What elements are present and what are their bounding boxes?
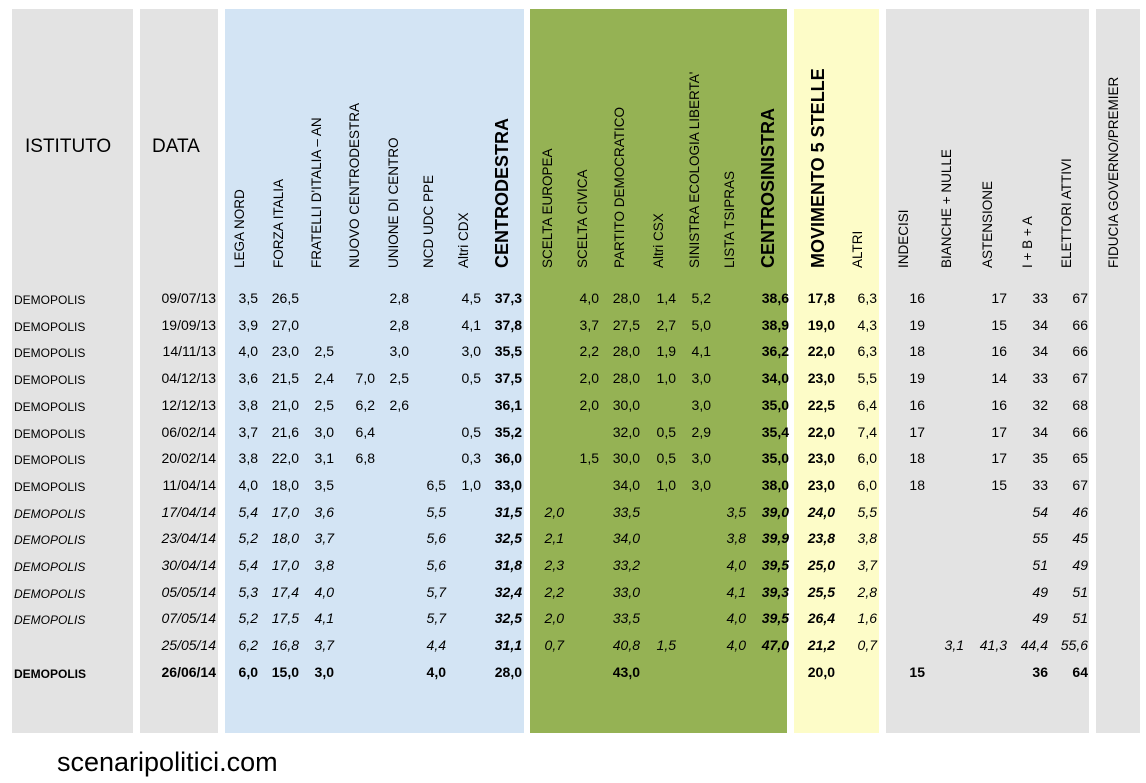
cell-pd: 43,0 [612,663,640,680]
column-header-cdx: CENTRODESTRA [492,117,512,268]
column-header-pd: PARTITO DEMOCRATICO [612,106,627,268]
cell-elettori: 66 [1072,343,1088,360]
cell-altri: 6,4 [857,396,877,413]
column-header-bianche: BIANCHE + NULLE [939,149,954,268]
column-header-altri: ALTRI [850,230,865,268]
cell-fi: 15,0 [271,663,299,680]
cell-sel: 3,0 [691,450,711,467]
cell-pd: 40,8 [612,637,640,654]
cell-lega: 3,6 [238,370,258,387]
cell-ncdudc: 4,0 [426,663,446,680]
cell-se: 2,0 [544,610,564,627]
cell-lega: 3,9 [238,316,258,333]
row-date: 06/02/14 [161,423,216,440]
cell-m5s: 25,5 [807,583,835,600]
cell-astensione: 41,3 [979,637,1007,654]
cell-fi: 16,8 [271,637,299,654]
column-header-iba: I + B + A [1020,216,1035,268]
cell-m5s: 23,8 [807,530,835,547]
cell-iba: 54 [1032,503,1048,520]
cell-ncdudc: 5,5 [426,503,446,520]
cell-sc: 2,2 [579,343,599,360]
cell-astensione: 15 [991,316,1007,333]
column-header-fdi: FRATELLI D'ITALIA – AN [309,117,324,268]
row-istituto: DEMOPOLIS [14,613,86,628]
cell-altri: 5,5 [857,370,877,387]
cell-m5s: 22,0 [807,423,835,440]
cell-tsipras: 4,0 [726,557,746,573]
row-istituto: DEMOPOLIS [14,453,86,468]
cell-ncdudc: 5,6 [426,557,446,573]
cell-sel: 3,0 [691,476,711,493]
cell-iba: 44,4 [1020,637,1048,654]
cell-indecisi: 15 [909,663,925,680]
cell-csx: 34,0 [761,370,789,387]
cell-altricsx: 1,0 [656,476,676,493]
cell-csx: 35,0 [761,450,789,467]
cell-altri: 1,6 [857,610,877,627]
cell-m5s: 23,0 [807,370,835,387]
cell-iba: 32 [1032,396,1048,413]
column-header-astensione: ASTENSIONE [980,180,995,268]
cell-m5s: 25,0 [807,557,835,573]
cell-sel: 5,0 [691,316,711,333]
cell-astensione: 17 [991,423,1007,440]
cell-altricdx: 0,5 [461,423,481,440]
cell-elettori: 51 [1072,583,1088,600]
cell-sel: 3,0 [691,370,711,387]
cell-altricsx: 1,4 [656,290,676,306]
cell-cdx: 32,4 [494,583,522,600]
cell-iba: 49 [1032,583,1048,600]
row-date: 12/12/13 [161,396,216,413]
row-date: 07/05/14 [161,610,216,627]
column-header-indecisi: INDECISI [896,209,911,268]
cell-bianche: 3,1 [944,637,964,654]
row-istituto: DEMOPOLIS [14,346,86,361]
cell-ncd: 6,2 [355,396,375,413]
cell-cdx: 36,1 [494,396,522,413]
cell-csx: 36,2 [761,343,789,360]
cell-cdx: 33,0 [494,476,522,493]
row-istituto: DEMOPOLIS [14,399,86,414]
row-date: 04/12/13 [161,370,216,387]
cell-fi: 21,6 [271,423,299,440]
row-istituto: DEMOPOLIS [14,373,86,388]
cell-fdi: 2,5 [314,343,334,360]
cell-altri: 6,0 [857,450,877,467]
cell-tsipras: 4,0 [726,610,746,627]
cell-ncd: 7,0 [355,370,375,387]
cell-fi: 17,0 [271,503,299,520]
cell-pd: 30,0 [612,450,640,467]
cell-fi: 23,0 [271,343,299,360]
cell-m5s: 23,0 [807,476,835,493]
cell-csx: 35,0 [761,396,789,413]
cell-astensione: 16 [991,343,1007,360]
row-istituto: DEMOPOLIS [14,293,86,307]
cell-csx: 38,6 [761,290,789,306]
cell-sc: 3,7 [579,316,599,333]
cell-sc: 2,0 [579,370,599,387]
cell-fi: 17,4 [271,583,299,600]
row-date: 30/04/14 [161,557,216,573]
cell-iba: 33 [1032,476,1048,493]
row-date: 20/02/14 [161,450,216,467]
cell-fdi: 3,0 [314,663,334,680]
cell-altricsx: 2,7 [656,316,676,333]
cell-fdi: 3,7 [314,530,334,547]
cell-elettori: 67 [1072,290,1088,306]
cell-fdi: 2,4 [314,370,334,387]
cell-fi: 18,0 [271,476,299,493]
column-header-altricsx: Altri CSX [651,213,666,268]
cell-csx: 39,5 [761,557,789,573]
cell-fi: 21,0 [271,396,299,413]
cell-lega: 3,5 [238,290,258,306]
row-date: 26/06/14 [161,663,216,680]
cell-csx: 38,9 [761,316,789,333]
cell-altri: 6,3 [857,343,877,360]
cell-pd: 33,5 [612,610,640,627]
cell-sc: 1,5 [579,450,599,467]
cell-lega: 5,2 [238,610,258,627]
column-header-elettori: ELETTORI ATTIVI [1059,158,1074,268]
row-date: 19/09/13 [161,316,216,333]
cell-fi: 17,5 [271,610,299,627]
cell-pd: 34,0 [612,476,640,493]
cell-indecisi: 18 [909,343,925,360]
cell-se: 0,7 [544,637,564,654]
cell-cdx: 36,0 [494,450,522,467]
cell-elettori: 45 [1072,530,1088,547]
cell-tsipras: 4,0 [726,637,746,654]
cell-tsipras: 3,5 [726,503,746,520]
cell-ncd: 6,4 [355,423,375,440]
cell-astensione: 17 [991,450,1007,467]
row-istituto: DEMOPOLIS [14,560,86,574]
cell-udc: 3,0 [389,343,409,360]
column-header-lega: LEGA NORD [232,189,247,268]
cell-altri: 0,7 [857,637,877,654]
row-date: 17/04/14 [161,503,216,520]
cell-elettori: 51 [1072,610,1088,627]
cell-astensione: 14 [991,370,1007,387]
cell-fdi: 3,1 [314,450,334,467]
cell-m5s: 22,5 [807,396,835,413]
cell-altri: 2,8 [857,583,877,600]
cell-ncdudc: 5,7 [426,583,446,600]
cell-fi: 21,5 [271,370,299,387]
column-header-ncdudc: NCD UDC PPE [421,174,436,268]
cell-udc: 2,8 [389,290,409,306]
cell-astensione: 17 [991,290,1007,306]
cell-csx: 39,9 [761,530,789,547]
cell-m5s: 23,0 [807,450,835,467]
cell-indecisi: 18 [909,450,925,467]
cell-fi: 27,0 [271,316,299,333]
cell-lega: 5,3 [238,583,258,600]
cell-iba: 55 [1032,530,1048,547]
cell-altri: 5,5 [857,503,877,520]
cell-indecisi: 17 [909,423,925,440]
row-date: 23/04/14 [161,530,216,547]
cell-lega: 3,8 [238,450,258,467]
cell-fdi: 3,8 [314,557,334,573]
row-date: 14/11/13 [162,343,216,360]
cell-iba: 33 [1032,290,1048,306]
cell-sel: 4,1 [691,343,711,360]
cell-cdx: 31,8 [494,557,522,573]
cell-indecisi: 16 [909,290,925,306]
cell-altri: 4,3 [857,316,877,333]
cell-pd: 28,0 [612,290,640,306]
cell-iba: 33 [1032,370,1048,387]
column-header-udc: UNIONE DI CENTRO [386,137,401,268]
row-date: 09/07/13 [161,290,216,306]
row-date: 05/05/14 [161,583,216,600]
cell-m5s: 17,8 [807,290,835,306]
cell-lega: 4,0 [238,476,258,493]
cell-altricsx: 0,5 [656,450,676,467]
cell-ncdudc: 5,7 [426,610,446,627]
cell-fi: 22,0 [271,450,299,467]
row-istituto: DEMOPOLIS [14,319,86,334]
cell-pd: 33,0 [612,583,640,600]
cell-iba: 49 [1032,610,1048,627]
cell-ncdudc: 4,4 [426,637,446,654]
cell-elettori: 66 [1072,316,1088,333]
cell-udc: 2,5 [389,370,409,387]
cell-se: 2,1 [544,530,564,547]
row-istituto: DEMOPOLIS [14,586,86,601]
column-header-sc: SCELTA CIVICA [575,169,590,268]
cell-pd: 33,5 [612,503,640,520]
cell-pd: 33,2 [612,557,640,573]
cell-cdx: 35,5 [494,343,522,360]
cell-pd: 34,0 [612,530,640,547]
row-istituto: DEMOPOLIS [14,666,87,681]
row-istituto: DEMOPOLIS [14,479,86,494]
cell-lega: 3,8 [238,396,258,413]
cell-pd: 28,0 [612,343,640,360]
cell-ncdudc: 6,5 [426,476,446,493]
cell-iba: 34 [1032,343,1048,360]
cell-fdi: 4,1 [314,610,334,627]
cell-cdx: 35,2 [494,423,522,440]
cell-sc: 2,0 [579,396,599,413]
cell-csx: 38,0 [761,476,789,493]
cell-m5s: 20,0 [807,663,835,680]
row-date: 25/05/14 [161,637,216,654]
column-header-m5s: MOVIMENTO 5 STELLE [808,68,828,268]
cell-lega: 3,7 [238,423,258,440]
cell-iba: 34 [1032,316,1048,333]
cell-fdi: 3,6 [314,503,334,520]
cell-cdx: 31,5 [494,503,522,520]
cell-elettori: 46 [1072,503,1088,520]
cell-lega: 6,0 [238,663,258,680]
cell-elettori: 67 [1072,370,1088,387]
cell-altri: 3,7 [857,557,877,573]
row-istituto: DEMOPOLIS [14,426,86,441]
cell-elettori: 65 [1072,450,1088,467]
cell-lega: 6,2 [238,637,258,654]
cell-altricsx: 0,5 [656,423,676,440]
cell-altricsx: 1,5 [656,637,676,654]
column-header-csx: CENTROSINISTRA [758,107,778,268]
cell-altricdx: 4,5 [461,290,481,306]
cell-iba: 35 [1032,450,1048,467]
cell-elettori: 68 [1072,396,1088,413]
column-header-sel: SINISTRA ECOLOGIA LIBERTA' [687,71,702,268]
cell-iba: 51 [1032,557,1048,573]
cell-cdx: 37,5 [494,370,522,387]
cell-altricdx: 0,5 [461,370,481,387]
cell-pd: 27,5 [612,316,640,333]
cell-sel: 5,2 [691,290,711,306]
cell-cdx: 37,8 [494,316,522,333]
cell-pd: 28,0 [612,370,640,387]
cell-fdi: 2,5 [314,396,334,413]
cell-cdx: 28,0 [494,663,522,680]
cell-altri: 3,8 [857,530,877,547]
cell-cdx: 32,5 [494,530,522,547]
cell-altri: 6,0 [857,476,877,493]
cell-ncd: 6,8 [355,450,375,467]
cell-elettori: 66 [1072,423,1088,440]
cell-altricsx: 1,9 [656,343,676,360]
cell-csx: 47,0 [761,637,789,654]
cell-lega: 5,4 [238,503,258,520]
cell-indecisi: 19 [909,370,925,387]
cell-csx: 35,4 [761,423,789,440]
cell-sc: 4,0 [579,290,599,306]
cell-elettori: 55,6 [1060,637,1088,654]
cell-fdi: 3,0 [314,423,334,440]
cell-se: 2,2 [544,583,564,600]
cell-fi: 26,5 [271,290,299,306]
cell-altricdx: 1,0 [461,476,481,493]
cell-indecisi: 19 [909,316,925,333]
column-header-fi: FORZA ITALIA [271,178,286,268]
row-istituto: DEMOPOLIS [14,533,86,548]
cell-altricdx: 3,0 [461,343,481,360]
cell-cdx: 37,3 [494,290,522,306]
row-istituto: DEMOPOLIS [14,506,86,521]
cell-lega: 5,2 [238,530,258,547]
cell-fdi: 3,5 [314,476,334,493]
istituto-header: ISTITUTO [25,136,112,157]
cell-cdx: 31,1 [494,637,522,654]
column-header-tsipras: LISTA TSIPRAS [722,170,737,268]
column-header-ncd: NUOVO CENTRODESTRA [347,102,362,268]
cell-se: 2,0 [544,503,564,520]
cell-iba: 34 [1032,423,1048,440]
cell-elettori: 67 [1072,476,1088,493]
cell-m5s: 19,0 [807,316,835,333]
cell-udc: 2,8 [389,316,409,333]
cell-tsipras: 4,1 [726,583,746,600]
cell-csx: 39,0 [761,503,789,520]
column-header-se: SCELTA EUROPEA [540,148,555,268]
column-header-altricdx: Altri CDX [456,212,471,268]
cell-astensione: 16 [991,396,1007,413]
cell-fi: 18,0 [271,530,299,547]
column-header-fiducia: FIDUCIA GOVERNO/PREMIER [1106,76,1121,268]
cell-m5s: 21,2 [807,637,835,654]
cell-ncdudc: 5,6 [426,530,446,547]
row-date: 11/04/14 [162,476,216,493]
cell-csx: 39,5 [761,610,789,627]
cell-astensione: 15 [991,476,1007,493]
cell-cdx: 32,5 [494,610,522,627]
footer-source: scenaripolitici.com [57,747,278,777]
cell-lega: 5,4 [238,557,258,573]
cell-fdi: 4,0 [314,583,334,600]
cell-m5s: 26,4 [807,610,835,627]
cell-altricdx: 4,1 [461,316,481,333]
cell-m5s: 24,0 [807,503,835,520]
cell-elettori: 64 [1072,663,1088,680]
cell-iba: 36 [1032,663,1048,680]
data-header: DATA [152,136,200,157]
cell-sel: 3,0 [691,396,711,413]
cell-altri: 6,3 [857,290,877,306]
cell-tsipras: 3,8 [726,530,746,547]
cell-indecisi: 18 [909,476,925,493]
cell-indecisi: 16 [909,396,925,413]
cell-m5s: 22,0 [807,343,835,360]
cell-fdi: 3,7 [314,637,334,654]
cell-altri: 7,4 [857,423,877,440]
cell-elettori: 49 [1072,557,1088,573]
cell-fi: 17,0 [271,557,299,573]
cell-se: 2,3 [544,557,564,573]
cell-sel: 2,9 [691,423,711,440]
cell-lega: 4,0 [238,343,258,360]
cell-altricdx: 0,3 [461,450,481,467]
cell-csx: 39,3 [761,583,789,600]
cell-udc: 2,6 [389,396,409,413]
cell-altricsx: 1,0 [656,370,676,387]
cell-pd: 30,0 [612,396,640,413]
cell-pd: 32,0 [612,423,640,440]
